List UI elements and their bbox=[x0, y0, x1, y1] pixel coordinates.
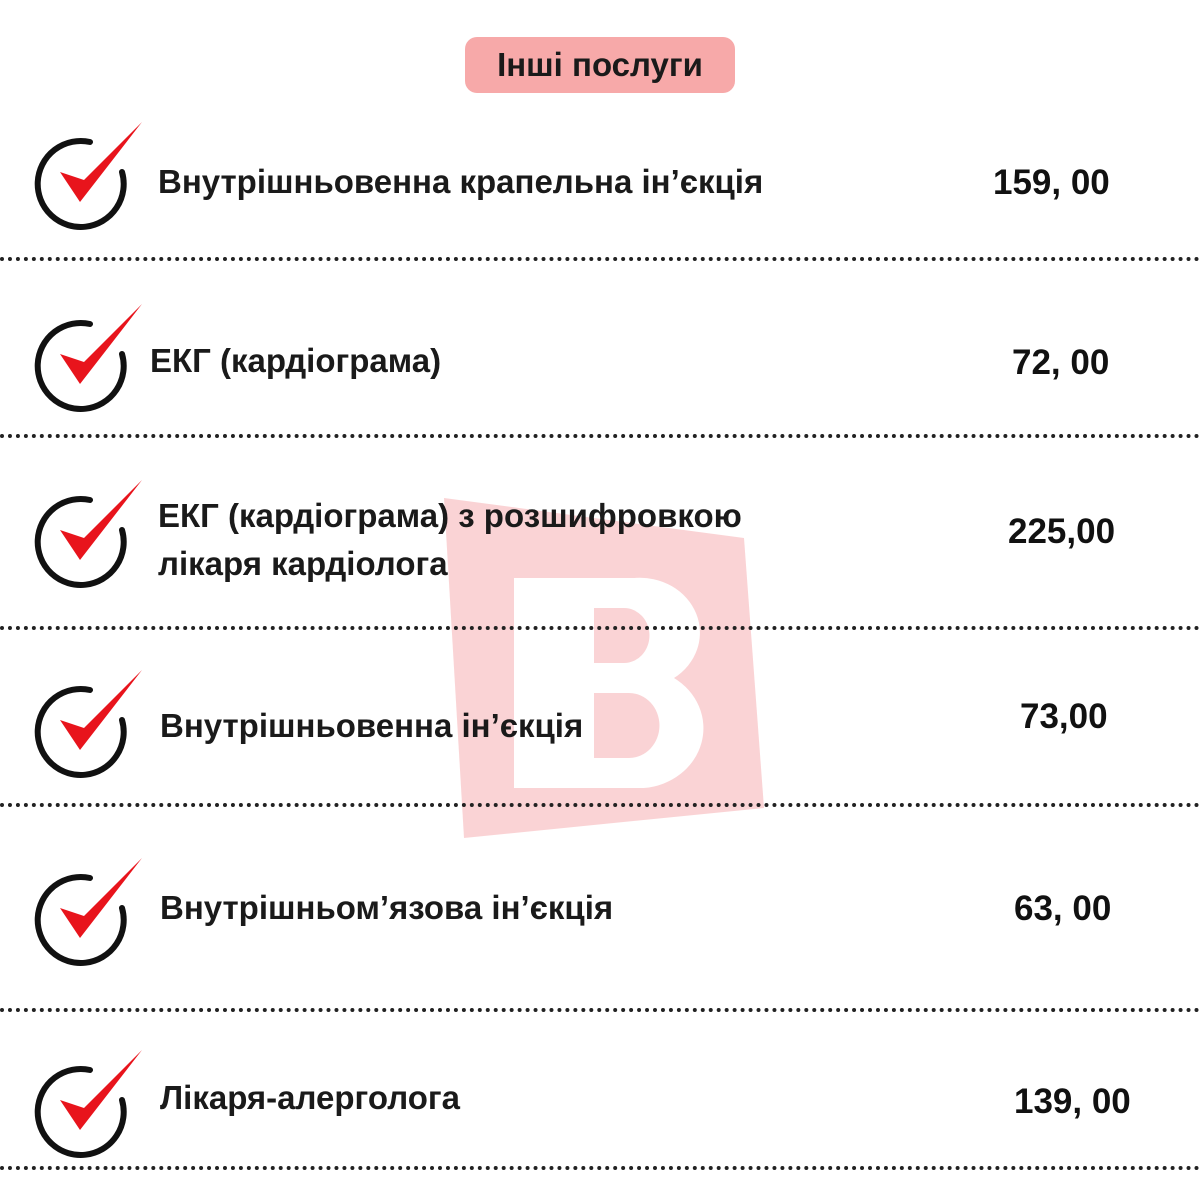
service-name-line: лікаря кардіолога bbox=[158, 545, 448, 582]
dotted-divider bbox=[0, 1008, 1200, 1012]
dotted-divider bbox=[0, 803, 1200, 807]
service-price: 139, 00 bbox=[1014, 1082, 1131, 1121]
checkmark-circle-icon bbox=[30, 478, 150, 588]
checkmark-circle-icon bbox=[30, 1048, 150, 1158]
service-name-line: Внутрішньом’язова ін’єкція bbox=[160, 889, 614, 926]
service-name bbox=[158, 492, 742, 588]
service-name-line: ЕКГ (кардіограма) з розшифровкою bbox=[158, 497, 742, 534]
section-title-text: Інші послуги bbox=[497, 46, 703, 83]
section-title bbox=[465, 37, 735, 93]
service-name-line: Внутрішньовенна ін’єкція bbox=[160, 707, 584, 744]
service-name-line: ЕКГ (кардіограма) bbox=[150, 342, 442, 379]
dotted-divider bbox=[0, 257, 1200, 261]
service-price: 72, 00 bbox=[1012, 343, 1110, 382]
checkmark-circle-icon bbox=[30, 856, 150, 966]
service-price: 63, 00 bbox=[1014, 889, 1112, 928]
service-name bbox=[160, 1074, 460, 1122]
service-name bbox=[158, 158, 763, 206]
service-name-line: Внутрішньовенна крапельна ін’єкція bbox=[158, 163, 764, 200]
service-price: 73,00 bbox=[1020, 697, 1108, 736]
service-name bbox=[150, 337, 441, 385]
checkmark-circle-icon bbox=[30, 668, 150, 778]
checkmark-circle-icon bbox=[30, 302, 150, 412]
service-price: 159, 00 bbox=[993, 163, 1110, 202]
dotted-divider bbox=[0, 1166, 1200, 1170]
checkmark-circle-icon bbox=[30, 120, 150, 230]
dotted-divider bbox=[0, 434, 1200, 438]
service-name-line: Лікаря-алерголога bbox=[160, 1079, 460, 1116]
service-name bbox=[160, 702, 583, 750]
service-name bbox=[160, 884, 613, 932]
dotted-divider bbox=[0, 626, 1200, 630]
service-price: 225,00 bbox=[1008, 512, 1116, 551]
